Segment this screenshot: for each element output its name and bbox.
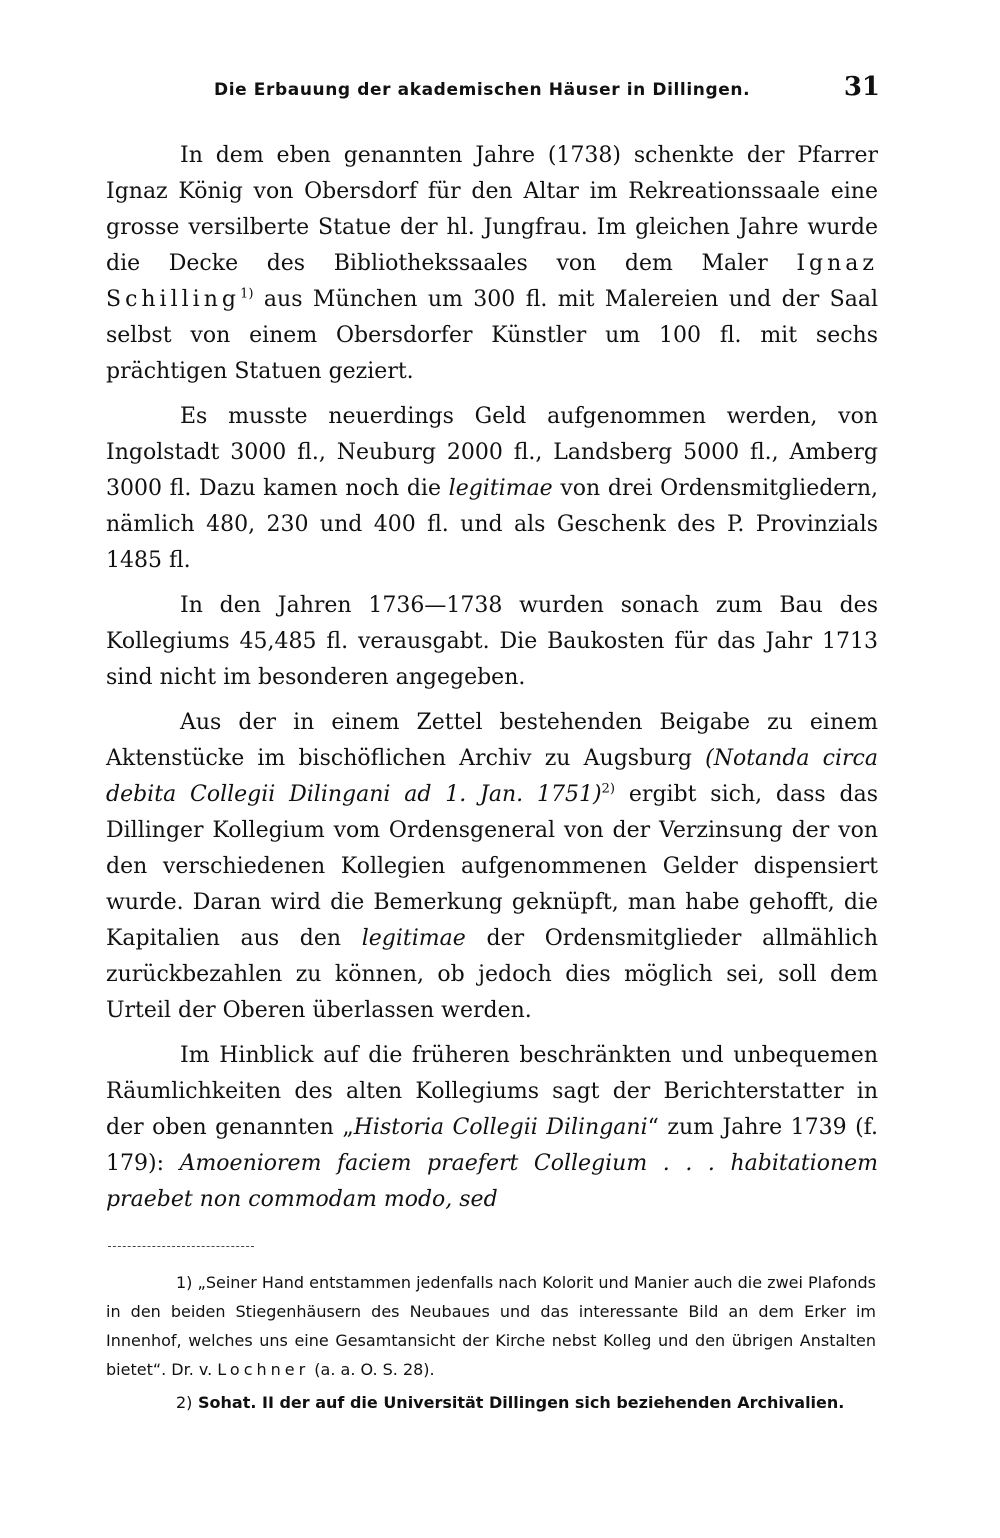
p1-painter-name: Ignaz Schilling bbox=[106, 251, 878, 312]
footnote-2-text: Sohat. II der auf die Universität Dillingen sich beziehenden Archivalien. bbox=[192, 1393, 845, 1412]
p4-italic: (Notanda circa debita Collegii Dilingani ad 1. Jan. 1751) bbox=[106, 746, 878, 807]
paragraph-1 bbox=[106, 138, 878, 390]
p4-text-a: Aus der in einem Zettel bestehenden Beigabe zu einem Aktenstücke im bischöflichen Archiv zu Augsburg bbox=[106, 710, 878, 771]
p1-text-a: In dem eben genannten Jahre (1738) schenkte der Pfarrer Ignaz König von Obersdorf für den Altar im Rekreationssaale eine grosse versilberte Statue der hl. Jungfrau. Im gleichen Jahre wurde die Decke des Bibliothekssaales von dem Maler bbox=[106, 143, 878, 276]
footnote-1 bbox=[106, 1268, 876, 1384]
page-number: 31 bbox=[843, 72, 880, 102]
p5-italic-2: Amoeniorem faciem praefert Collegium . . . habitationem praebet non commodam modo, sed bbox=[106, 1151, 878, 1212]
running-header bbox=[214, 72, 880, 102]
running-title: Die Erbauung der akademischen Häuser in Dillingen. bbox=[214, 80, 751, 100]
p1-text-b: aus München um 300 fl. mit Malereien und der Saal selbst von einem Obersdorfer Künstler um 100 fl. mit sechs prächtigen Statuen geziert. bbox=[106, 287, 878, 384]
footnote-1-mark: 1) bbox=[176, 1273, 193, 1292]
paragraph-4 bbox=[106, 705, 878, 1029]
p2-text-a: Es musste neuerdings Geld aufgenommen werden, von Ingolstadt 3000 fl., Neuburg 2000 fl., Landsberg 5000 fl., Amberg 3000 fl. Dazu kamen noch die bbox=[106, 404, 878, 501]
p4-italic-2: legitimae bbox=[361, 926, 466, 951]
p5-italic: Historia Collegii Dilingani bbox=[353, 1115, 648, 1140]
p2-italic: legitimae bbox=[448, 476, 553, 501]
footnote-ref-1: 1) bbox=[239, 286, 254, 302]
p3-text: In den Jahren 1736—1738 wurden sonach zum Bau des Kollegiums 45,485 fl. verausgabt. Die Baukosten für das Jahr 1713 sind nicht im besonderen angegeben. bbox=[106, 593, 878, 690]
paragraph-2 bbox=[106, 399, 878, 579]
footnote-1-text-b: (a. a. O. S. 28). bbox=[309, 1360, 435, 1379]
paragraph-5 bbox=[106, 1038, 878, 1218]
p4-text-c: der Ordensmitglieder allmählich zurückbezahlen zu können, ob jedoch dies möglich sei, soll dem Urteil der Oberen überlassen werden. bbox=[106, 926, 878, 1023]
footnote-1-text-a: „Seiner Hand entstammen jedenfalls nach Kolorit und Manier auch die zwei Plafonds in den beiden Stiegenhäusern des Neubaues und das interessante Bild an dem Erker im Innenhof, welches uns eine Gesamtansicht der Kirche nebst Kolleg und den übrigen Anstalten bietet“. Dr. v. bbox=[106, 1273, 876, 1379]
p5-text-b: “ zum Jahre 1739 (f. 179): bbox=[106, 1115, 879, 1176]
footnotes bbox=[106, 1268, 876, 1421]
footnote-2-mark: 2) bbox=[176, 1393, 193, 1412]
footnote-1-author: Lochner bbox=[217, 1360, 310, 1379]
paragraph-3 bbox=[106, 588, 878, 696]
footnote-ref-2: 2) bbox=[601, 781, 616, 797]
footnote-divider bbox=[108, 1246, 254, 1247]
p5-text-a: Im Hinblick auf die früheren beschränkten und unbequemen Räumlichkeiten des alten Kollegiums sagt der Berichterstatter in der oben genannten „ bbox=[106, 1043, 878, 1140]
p4-text-b: ergibt sich, dass das Dillinger Kollegium vom Ordensgeneral von der Verzinsung der von den verschiedenen Kollegien aufgenommenen Gelder dispensiert wurde. Daran wird die Bemerkung geknüpft, man habe gehofft, die Kapitalien aus den bbox=[106, 782, 878, 951]
main-text bbox=[106, 138, 878, 1227]
footnote-2 bbox=[106, 1388, 876, 1417]
p2-text-b: von drei Ordensmitgliedern, nämlich 480, 230 und 400 fl. und als Geschenk des P. Provinzials 1485 fl. bbox=[106, 476, 878, 573]
